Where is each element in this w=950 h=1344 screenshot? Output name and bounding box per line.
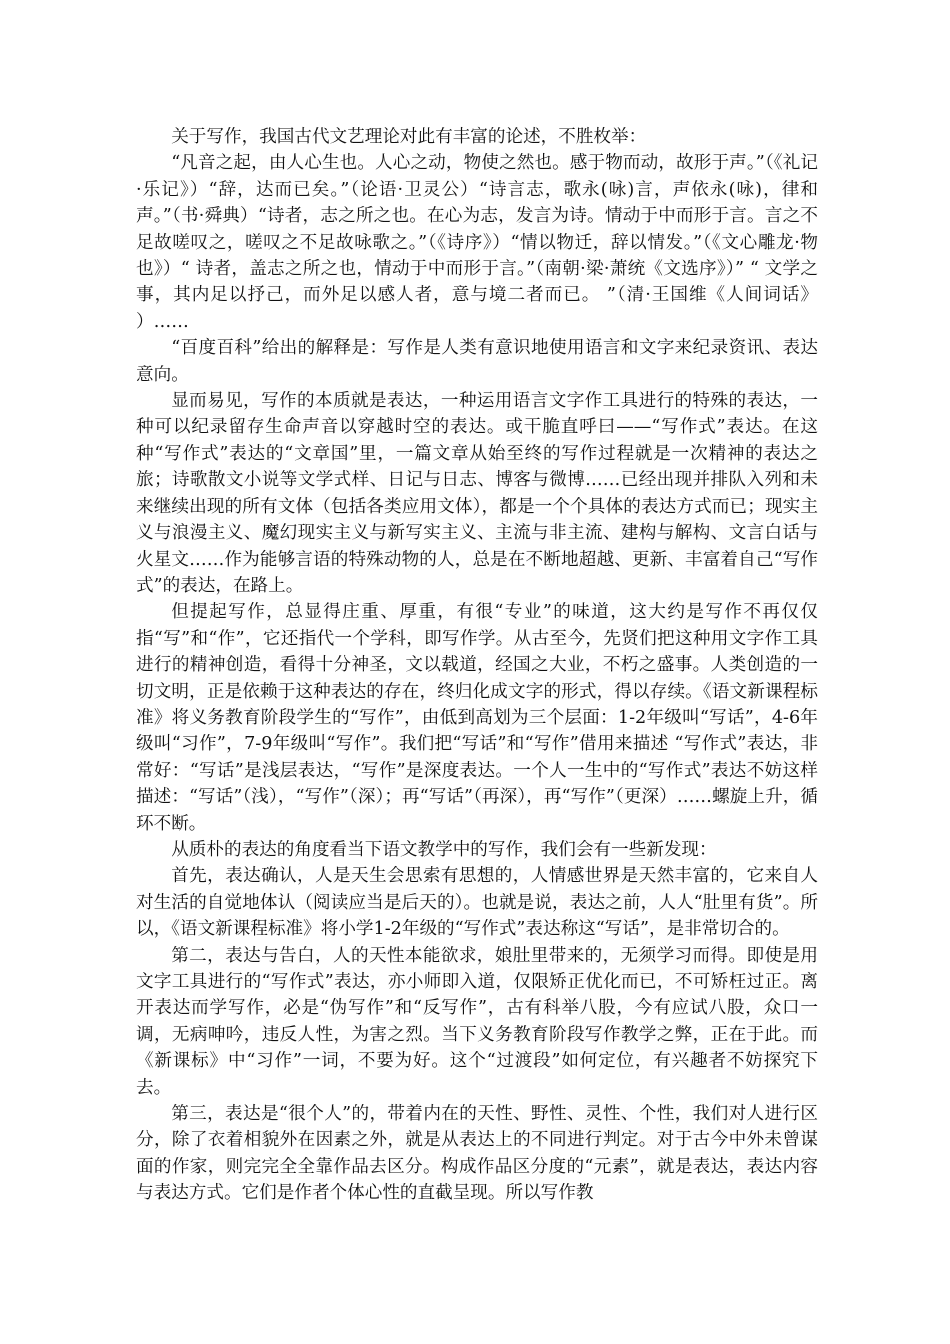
paragraph-second-point: 第二，表达与告白，人的天性本能欲求，娘肚里带来的，无须学习而得。即使是用文字工具进行的“写作式”表达，亦小师即入道，仅限矫正优化而已，不可矫枉过正。离开表达而学写作，必是“伪写作”和“反写作”，古有科举八股，今有应试八股，众口一调，无病呻吟，违反人性，为害之烈。当下义务教育阶段写作教学之弊，正在于此。而《新课标》中“习作”一词，不要为好。这个“过渡段”如何定位，有兴趣者不妨探究下去。: [136, 945, 818, 1098]
paragraph-third-point: 第三，表达是“很个人”的，带着内在的天性、野性、灵性、个性，我们对人进行区分，除了衣着相貌外在因素之外，就是从表达上的不同进行判定。对于古今中外未曾谋面的作家，则完完全全靠作品去区分。构成作品区分度的“元素”，就是表达，表达内容与表达方式。它们是作者个体心性的直截呈现。所以写作教: [136, 1104, 818, 1204]
document-body: [136, 124, 818, 1207]
paragraph-classical-quotes: “凡音之起，由人心生也。人心之动，物使之然也。感于物而动，故形于声。”（《礼记·乐记》）“辞，达而已矣。”（论语·卫灵公）“诗言志，歌永(咏)言，声依永(咏)，律和声。”（书·舜典）“诗者，志之所之也。在心为志，发言为诗。情动于中而形于言。言之不足故嗟叹之，嗟叹之不足故咏歌之。”（《诗序》）“情以物迁，辞以情发。”（《文心雕龙·物也》）“ 诗者，盖志之所之也，情动于中而形于言。”（南朝·梁·萧统《文选序》）” “ 文学之事，其内足以抒己，而外足以感人者，意与境二者而已。 ”（清·王国维《人间词话》 ）……: [136, 153, 818, 332]
paragraph-essence-of-writing: 显而易见，写作的本质就是表达，一种运用语言文字作工具进行的特殊的表达，一种可以纪录留存生命声音以穿越时空的表达。或干脆直呼曰——“写作式”表达。在这种“写作式”表达的“文章国”里，一篇文章从始至终的写作过程就是一次精神的表达之旅；诗歌散文小说等文学式样、日记与日志、博客与微博……已经出现并排队入列和未来继续出现的所有文体（包括各类应用文体），都是一个个具体的表达方式而已；现实主义与浪漫主义、魔幻现实主义与新写实主义、主流与非主流、建构与解构、文言白话与火星文……作为能够言语的特殊动物的人，总是在不断地超越、更新、丰富着自己“写作式”的表达，在路上。: [136, 391, 818, 596]
paragraph-baidu-definition: “百度百科”给出的解释是：写作是人类有意识地使用语言和文字来纪录资讯、表达意向。: [136, 338, 818, 385]
paragraph-intro: 关于写作，我国古代文艺理论对此有丰富的论述，不胜枚举：: [171, 127, 647, 147]
paragraph-first-point: 首先，表达确认，人是天生会思索有思想的，人情感世界是天然丰富的，它来自人对生活的自觉地体认（阅读应当是后天的）。也就是说，表达之前，人人“肚里有货”。所以，《语文新课程标准》将小学1-2年级的“写作式”表达称这“写话”，是非常切合的。: [136, 866, 818, 940]
paragraph-new-discoveries: 从质朴的表达的角度看当下语文教学中的写作，我们会有一些新发现：: [171, 839, 717, 860]
paragraph-writing-discipline: 但提起写作，总显得庄重、厚重，有很“专业”的味道，这大约是写作不再仅仅指“写”和“作”，它还指代一个学科，即写作学。从古至今，先贤们把这种用文字作工具进行的精神创造，看得十分神圣，文以载道，经国之大业，不朽之盛事。人类创造的一切文明，正是依赖于这种表达的存在，终归化成文字的形式，得以存续。《语文新课程标准》将义务教育阶段学生的“写作”，由低到高划为三个层面：1-2年级叫“写话”，4-6年级叫“习作”，7-9年级叫“写作”。我们把“写话”和“写作”借用来描述 “写作式”表达，非常好：“写话”是浅层表达，“写作”是深度表达。一个人一生中的“写作式”表达不妨这样描述：“写话”（浅），“写作”（深）；再“写话”（再深），再“写作”（更深）……螺旋上升，循环不断。: [136, 602, 818, 834]
